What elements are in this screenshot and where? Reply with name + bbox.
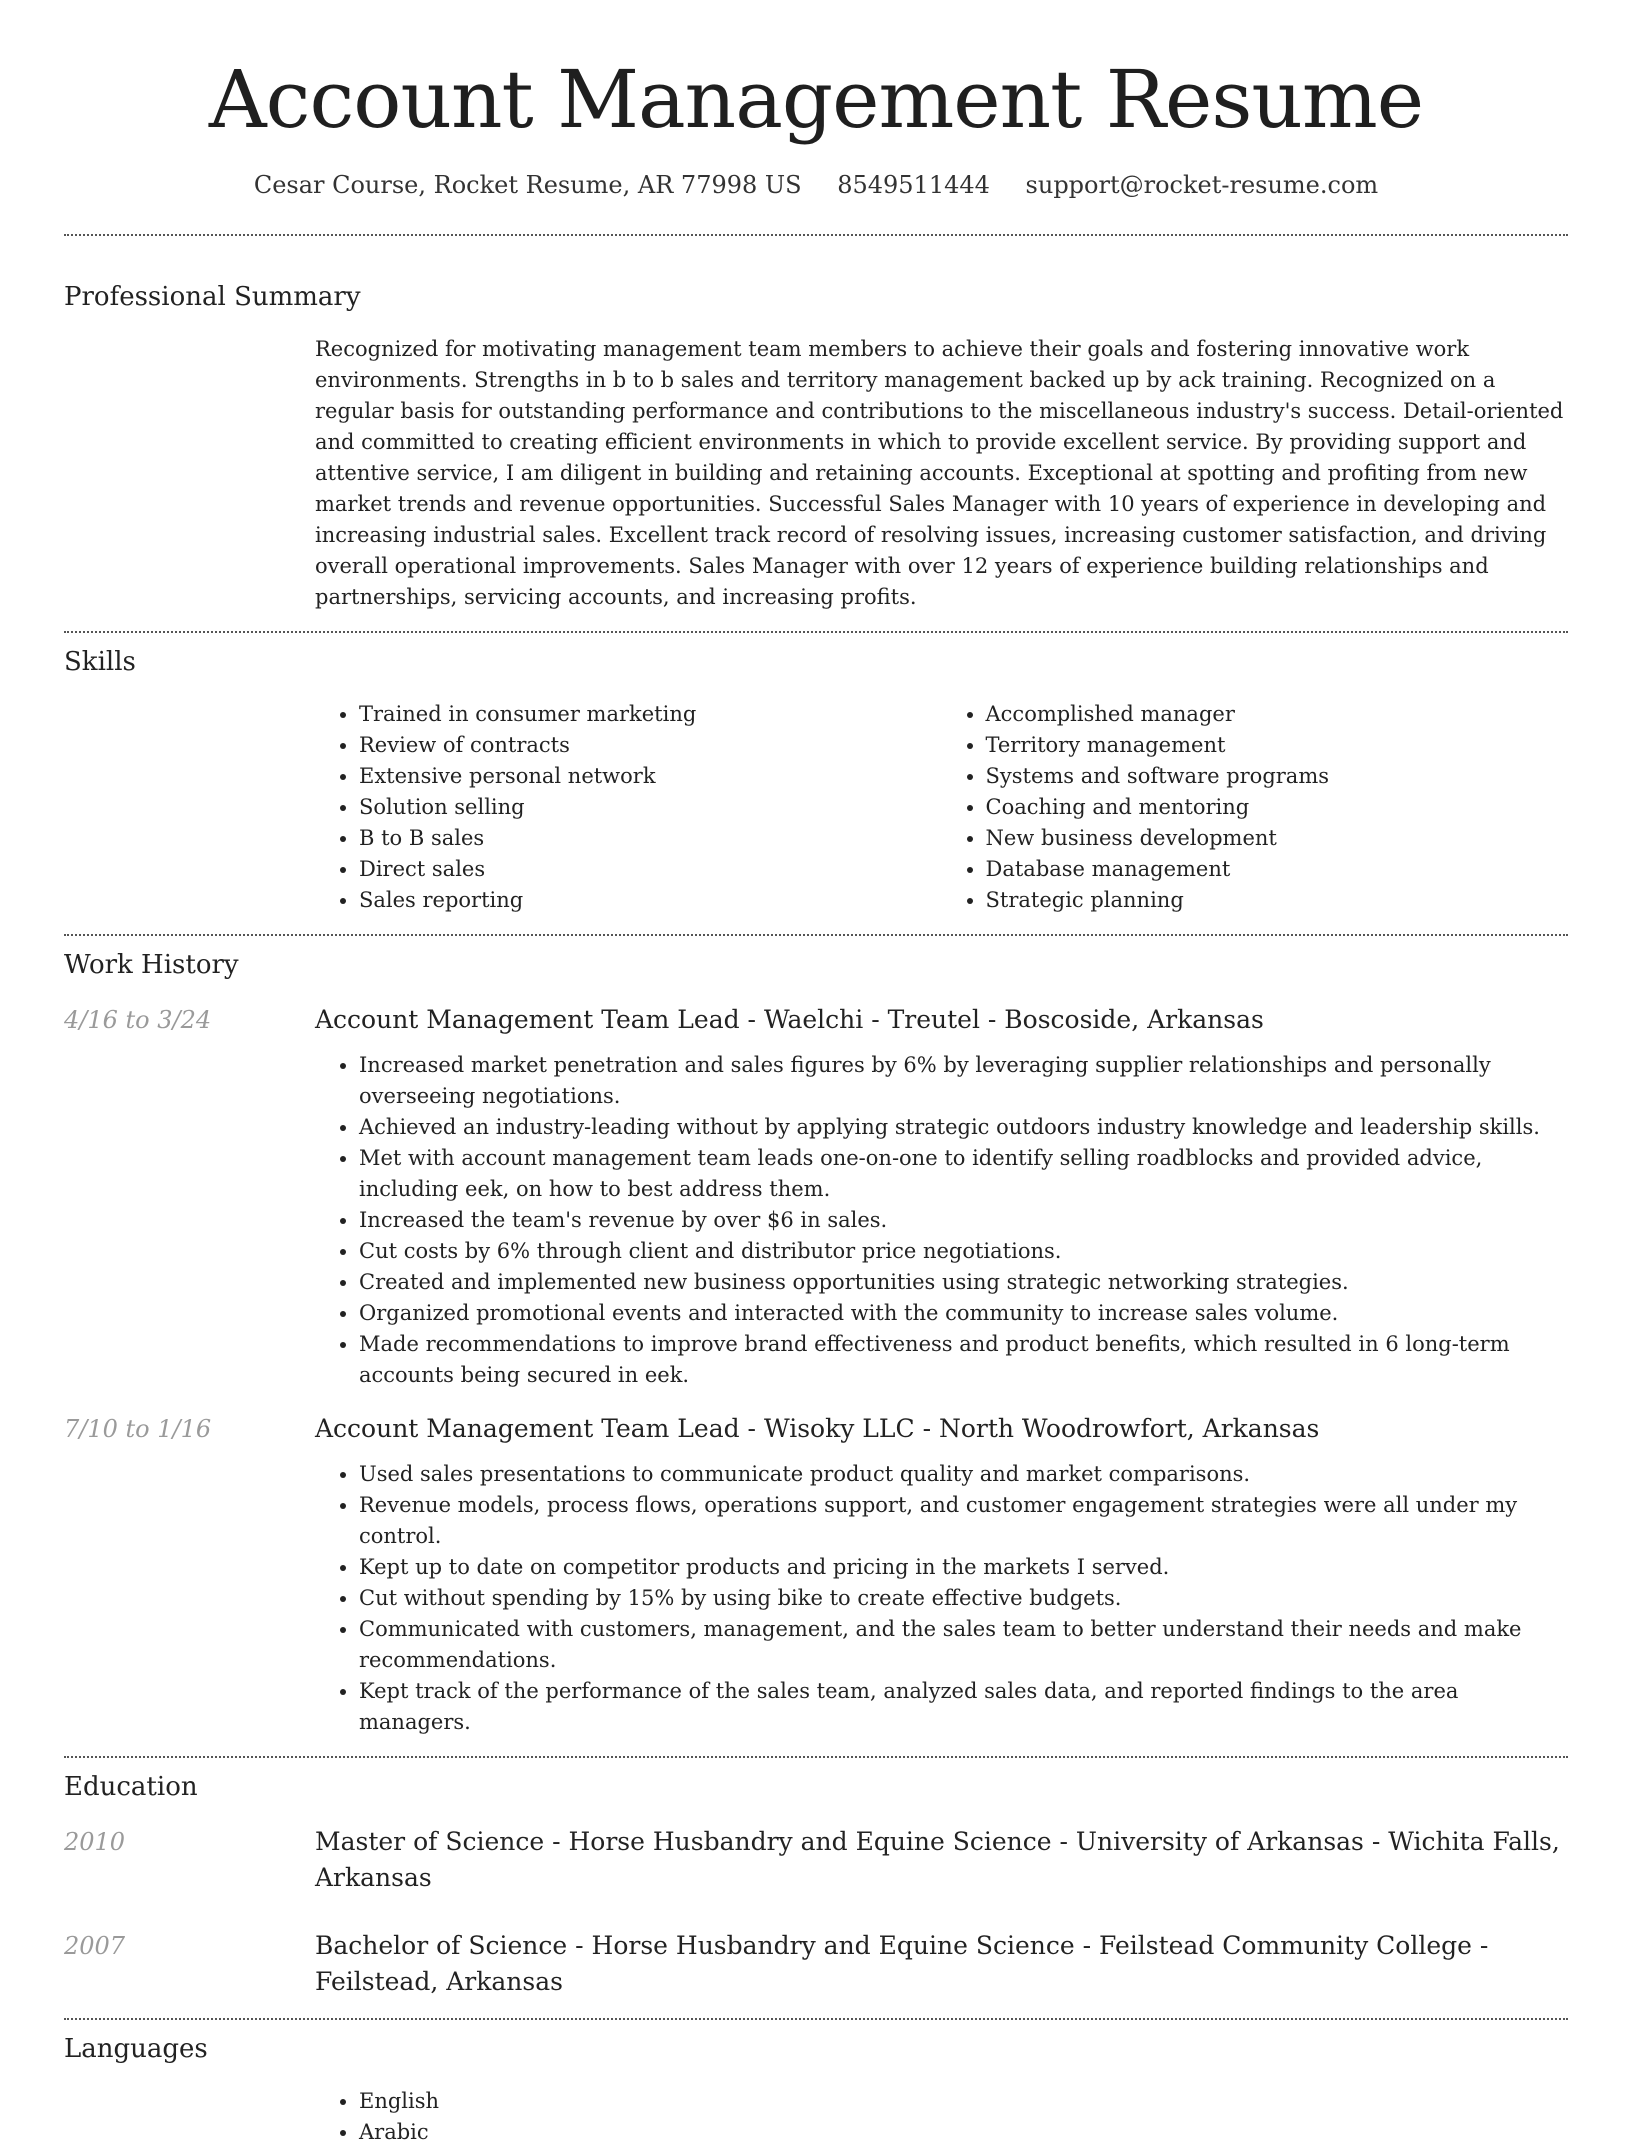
language-item: • Arabic [359, 2117, 1568, 2148]
divider [64, 1756, 1568, 1758]
job-bullet: • Cut without spending by 15% by using bike to create effective budgets. [359, 1583, 1568, 1614]
job-title: Account Management Team Lead - Wisoky LLC - North Woodrowfort, Arkansas [315, 1414, 1320, 1443]
skill-item: • Systems and software programs [986, 761, 1569, 792]
languages-section [64, 2032, 1568, 2148]
job-entry [64, 1002, 1568, 1391]
skills-row [64, 699, 1568, 916]
job-title: Account Management Team Lead - Waelchi - Treutel - Boscoside, Arkansas [315, 1005, 1264, 1034]
divider [64, 934, 1568, 936]
education-body [315, 1928, 1568, 2000]
job-body [315, 1002, 1568, 1391]
languages-list [315, 2086, 1568, 2148]
skill-item: • B to B sales [359, 823, 942, 854]
education-body [315, 1824, 1568, 1896]
skill-item: • Accomplished manager [986, 699, 1569, 730]
job-bullet: • Kept up to date on competitor products and pricing in the markets I served. [359, 1552, 1568, 1583]
job-dates: 4/16 to 3/24 [64, 1006, 212, 1034]
languages-body [315, 2086, 1568, 2148]
education-heading: Education [64, 1772, 198, 1802]
divider [64, 2018, 1568, 2020]
resume-title: Account Management Resume [208, 53, 1424, 146]
skill-item: • Territory management [986, 730, 1569, 761]
education-degree: Bachelor of Science - Horse Husbandry and Equine Science - Feilstead Community College - Feilstead, Arkansas [315, 1931, 1489, 1996]
job-bullets [315, 1459, 1568, 1738]
skills-list-right [942, 699, 1569, 916]
languages-row [64, 2086, 1568, 2148]
skill-item: • Review of contracts [359, 730, 942, 761]
skill-item: • Sales reporting [359, 885, 942, 916]
contact-phone: 8549511444 [837, 171, 990, 199]
education-entry [64, 1928, 1568, 2000]
skill-item: • Strategic planning [986, 885, 1569, 916]
skills-list-left [315, 699, 942, 916]
work-heading: Work History [64, 950, 239, 980]
skill-item: • New business development [986, 823, 1569, 854]
summary-left-spacer [64, 334, 315, 613]
education-entry [64, 1824, 1568, 1896]
job-bullet: • Achieved an industry-leading without by applying strategic outdoors industry knowledge and leadership skills. [359, 1112, 1568, 1143]
skill-item: • Direct sales [359, 854, 942, 885]
education-degree: Master of Science - Horse Husbandry and Equine Science - University of Arkansas - Wichita Falls, Arkansas [315, 1827, 1560, 1892]
summary-heading: Professional Summary [64, 282, 361, 312]
divider [64, 631, 1568, 633]
job-bullet: • Increased market penetration and sales figures by 6% by leveraging supplier relationships and personally overseeing negotiations. [359, 1050, 1568, 1112]
skills-section [64, 645, 1568, 916]
skills-left-spacer [64, 699, 315, 916]
job-entry [64, 1411, 1568, 1738]
job-bullet: • Created and implemented new business opportunities using strategic networking strategies. [359, 1267, 1568, 1298]
work-section [64, 948, 1568, 1738]
skill-item: • Coaching and mentoring [986, 792, 1569, 823]
skill-item: • Database management [986, 854, 1569, 885]
skills-heading: Skills [64, 647, 136, 677]
job-bullet: • Kept track of the performance of the sales team, analyzed sales data, and reported findings to the area managers. [359, 1676, 1568, 1738]
job-bullet: • Made recommendations to improve brand effectiveness and product benefits, which resulted in 6 long-term accounts being secured in eek. [359, 1329, 1568, 1391]
education-year: 2007 [64, 1932, 126, 1960]
education-section [64, 1770, 1568, 2000]
job-bullet: • Revenue models, process flows, operations support, and customer engagement strategies were all under my control. [359, 1490, 1568, 1552]
job-body [315, 1411, 1568, 1738]
summary-body [315, 334, 1568, 613]
skill-item: • Trained in consumer marketing [359, 699, 942, 730]
contact-address: Cesar Course, Rocket Resume, AR 77998 US [253, 171, 802, 199]
languages-left-spacer [64, 2086, 315, 2148]
contact-email: support@rocket-resume.com [1025, 171, 1379, 199]
summary-text: Recognized for motivating management team members to achieve their goals and fostering innovative work environments. Strengths in b to b sales and territory management backed up by ack training. Recognized on a regular basis for outstanding performance and contributions to the miscellaneous industry's success. Detail-oriented and committed to creating efficient environments in which to provide excellent service. By providing support and attentive service, I am diligent in building and retaining accounts. Exceptional at spotting and profiting from new market trends and revenue opportunities. Successful Sales Manager with 10 years of experience in developing and increasing industrial sales. Excellent track record of resolving issues, increasing customer satisfaction, and driving overall operational improvements. Sales Manager with over 12 years of experience building relationships and partnerships, servicing accounts, and increasing profits. [315, 337, 1564, 609]
summary-section [64, 280, 1568, 613]
skills-columns [315, 699, 1568, 916]
language-item: • English [359, 2086, 1568, 2117]
summary-row [64, 334, 1568, 613]
job-bullet: • Met with account management team leads one-on-one to identify selling roadblocks and provided advice, including eek, on how to best address them. [359, 1143, 1568, 1205]
education-year: 2010 [64, 1828, 126, 1856]
skill-item: • Extensive personal network [359, 761, 942, 792]
job-bullet: • Cut costs by 6% through client and distributor price negotiations. [359, 1236, 1568, 1267]
job-bullet: • Used sales presentations to communicate product quality and market comparisons. [359, 1459, 1568, 1490]
contact-line [64, 168, 1568, 202]
skill-item: • Solution selling [359, 792, 942, 823]
languages-heading: Languages [64, 2034, 208, 2064]
job-bullet: • Communicated with customers, management, and the sales team to better understand their needs and make recommendations. [359, 1614, 1568, 1676]
job-bullets [315, 1050, 1568, 1391]
job-bullet: • Organized promotional events and interacted with the community to increase sales volume. [359, 1298, 1568, 1329]
job-dates: 7/10 to 1/16 [64, 1415, 212, 1443]
divider [64, 234, 1568, 236]
job-bullet: • Increased the team's revenue by over $6 in sales. [359, 1205, 1568, 1236]
